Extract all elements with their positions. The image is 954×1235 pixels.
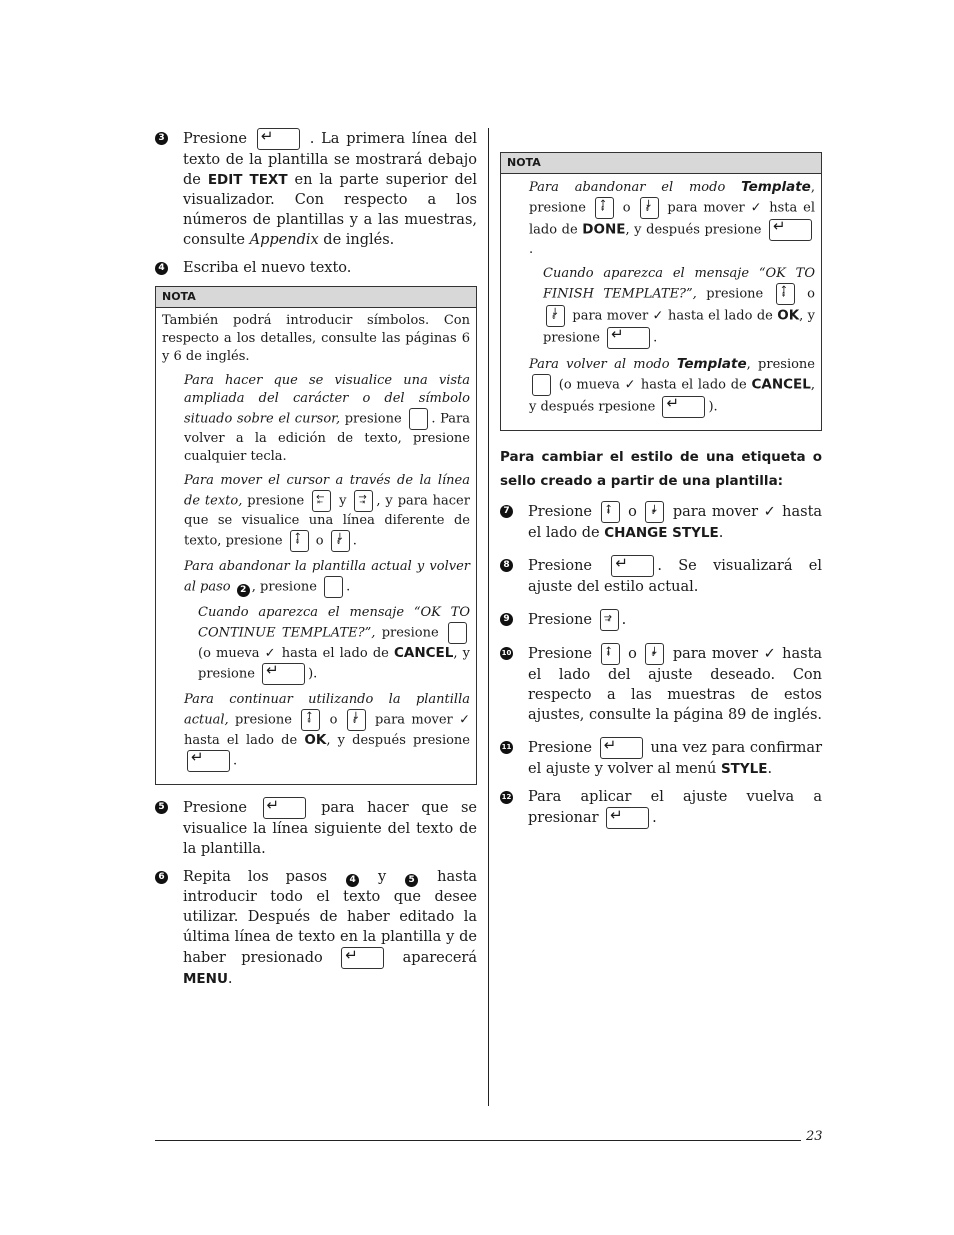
step-11: 11 Presione ↵ una vez para confirmar el ajuste y volver al menú STYLE. xyxy=(500,737,822,779)
step-number: 7 xyxy=(500,505,513,518)
up-arrow-key-icon xyxy=(595,197,614,219)
up-arrow-key-icon xyxy=(601,643,620,665)
step-text: de inglés. xyxy=(323,232,395,248)
down-arrow-key-icon xyxy=(546,305,565,327)
enter-key-icon xyxy=(600,737,643,759)
step-number: 10 xyxy=(500,647,513,660)
note-paragraph: Para abandonar el modo Template, presione ↑ ⇞ o ↓ ⇟ para mover ✓ hsta el lado de DONE, y después presione ↵. xyxy=(507,178,815,259)
step-6: 6 Repita los pasos 4 y 5 hasta introducir todo el texto que desee utilizar. Después de haber editado la última línea de texto en la plantilla y de haber presionado ↵ aparecerá MENU. xyxy=(155,867,477,989)
step-number: 11 xyxy=(500,741,513,754)
step-text: . La primera línea del texto de la plantilla se mostrará debajo de xyxy=(183,131,478,188)
step-4 xyxy=(155,258,477,278)
step-number: 4 xyxy=(155,262,168,275)
step-number: 8 xyxy=(500,559,513,572)
step-7: 7 Presione ↑ ⇞ o ↓ ⇟ para mover ✓ hasta el lado de CHANGE STYLE. xyxy=(500,501,822,543)
down-arrow-key-icon xyxy=(331,530,350,552)
note-box xyxy=(500,152,822,431)
step-text: Presione xyxy=(183,131,247,147)
down-arrow-key-icon xyxy=(645,501,664,523)
down-arrow-key-icon xyxy=(347,709,366,731)
note-paragraph: Para continuar utilizando la plantilla actual, presione ↑ ⇞ o ↓ ⇟ para mover ✓ hasta el lado de OK, y después presione ↵. xyxy=(162,691,470,772)
note-paragraph: Cuando aparezca el mensaje “OK TO FINISH TEMPLATE?”, presione ↑ ⇞ o ↓ ⇟ para mover ✓ hasta el lado de OK, y presione ↵ . xyxy=(507,265,815,349)
enter-key-icon xyxy=(257,128,300,150)
up-arrow-key-icon xyxy=(776,283,795,305)
step-number: 3 xyxy=(155,132,168,145)
step-text: Escriba el nuevo texto. xyxy=(183,260,352,276)
note-heading: NOTA xyxy=(156,287,476,308)
section-heading: Para cambiar el estilo de una etiqueta o sello creado a partir de una plantilla: xyxy=(500,449,822,489)
enter-key-icon xyxy=(262,663,305,685)
up-arrow-key-icon xyxy=(290,530,309,552)
enter-key-icon xyxy=(769,219,812,241)
zoom-key-icon xyxy=(409,408,428,430)
left-arrow-key-icon xyxy=(312,490,331,512)
menu-term: EDIT TEXT xyxy=(207,172,288,188)
note-paragraph: Para volver al modo Template, presione (o mueva ✓ hasta el lado de CANCEL, y después rpesione ↵ ). xyxy=(507,355,815,418)
note-heading: NOTA xyxy=(501,153,821,174)
step-number: 9 xyxy=(500,613,513,626)
step-number: 2 xyxy=(237,584,250,597)
step-number: 12 xyxy=(500,791,513,804)
step-5: 5 Presione ↵ para hacer que se visualice la línea siguiente del texto de la plantilla. xyxy=(155,797,477,859)
note-paragraph: Para hacer que se visualice una vista ampliada del carácter o del símbolo situado sobre el cursor, presione . Para volver a la edición de texto, presione cualquier tecla. xyxy=(184,373,470,464)
note-box xyxy=(155,286,477,785)
note-paragraph: Para abandonar la plantilla actual y volver al paso 2 , presione . xyxy=(162,558,470,598)
note-paragraph: Cuando aparezca el mensaje “OK TO CONTINUE TEMPLATE?”, presione (o mueva ✓ hasta el lado de CANCEL, y presione ↵ ). xyxy=(162,604,470,685)
right-column xyxy=(500,128,822,837)
appendix-ref: Appendix xyxy=(249,232,319,248)
step-10: 10 Presione ↑ ⇞ o ↓ ⇟ para mover ✓ hasta el lado del ajuste deseado. Con respecto a las muestras de estos ajustes, consulte la página 89 de inglés. xyxy=(500,643,822,725)
step-number: 6 xyxy=(155,871,168,884)
footer-rule xyxy=(155,1140,801,1141)
column-divider xyxy=(488,128,489,1106)
enter-key-icon xyxy=(611,555,654,577)
cancel-key-icon xyxy=(532,374,551,396)
enter-key-icon xyxy=(341,947,384,969)
step-ref: 4 xyxy=(346,874,359,887)
step-8: 8 Presione ↵ . Se visualizará el ajuste del estilo actual. xyxy=(500,555,822,597)
cancel-key-icon xyxy=(448,622,467,644)
note-paragraph: También podrá introducir símbolos. Con respecto a los detalles, consulte las páginas 6 y 6 de inglés. xyxy=(162,313,470,364)
enter-key-icon xyxy=(662,396,705,418)
right-arrow-key-icon xyxy=(354,490,373,512)
step-3 xyxy=(155,128,477,250)
step-ref: 5 xyxy=(405,874,418,887)
right-arrow-key-icon xyxy=(600,609,619,631)
enter-key-icon xyxy=(187,750,230,772)
step-text: en la parte superior del visualizador. Con respecto a los números de plantillas y a las muestras, consulte xyxy=(183,172,478,248)
down-arrow-key-icon xyxy=(640,197,659,219)
enter-key-icon xyxy=(607,327,650,349)
step-12: 12 Para aplicar el ajuste vuelva a presionar ↵ . xyxy=(500,787,822,829)
down-arrow-key-icon xyxy=(645,643,664,665)
enter-key-icon xyxy=(263,797,306,819)
note-paragraph: Para mover el cursor a través de la línea de texto, presione ← ⇤ y → ⇥ , y para hacer que se visualice una línea diferente de texto, presione ↑ ⇞ o ↓ ⇟ . xyxy=(162,472,470,552)
step-9: 9 Presione → ⇥ . xyxy=(500,609,822,631)
cancel-key-icon xyxy=(324,576,343,598)
up-arrow-key-icon xyxy=(301,709,320,731)
enter-key-icon xyxy=(606,807,649,829)
page-number: 23 xyxy=(806,1129,823,1144)
step-number: 5 xyxy=(155,801,168,814)
left-column xyxy=(155,128,477,997)
up-arrow-key-icon xyxy=(601,501,620,523)
